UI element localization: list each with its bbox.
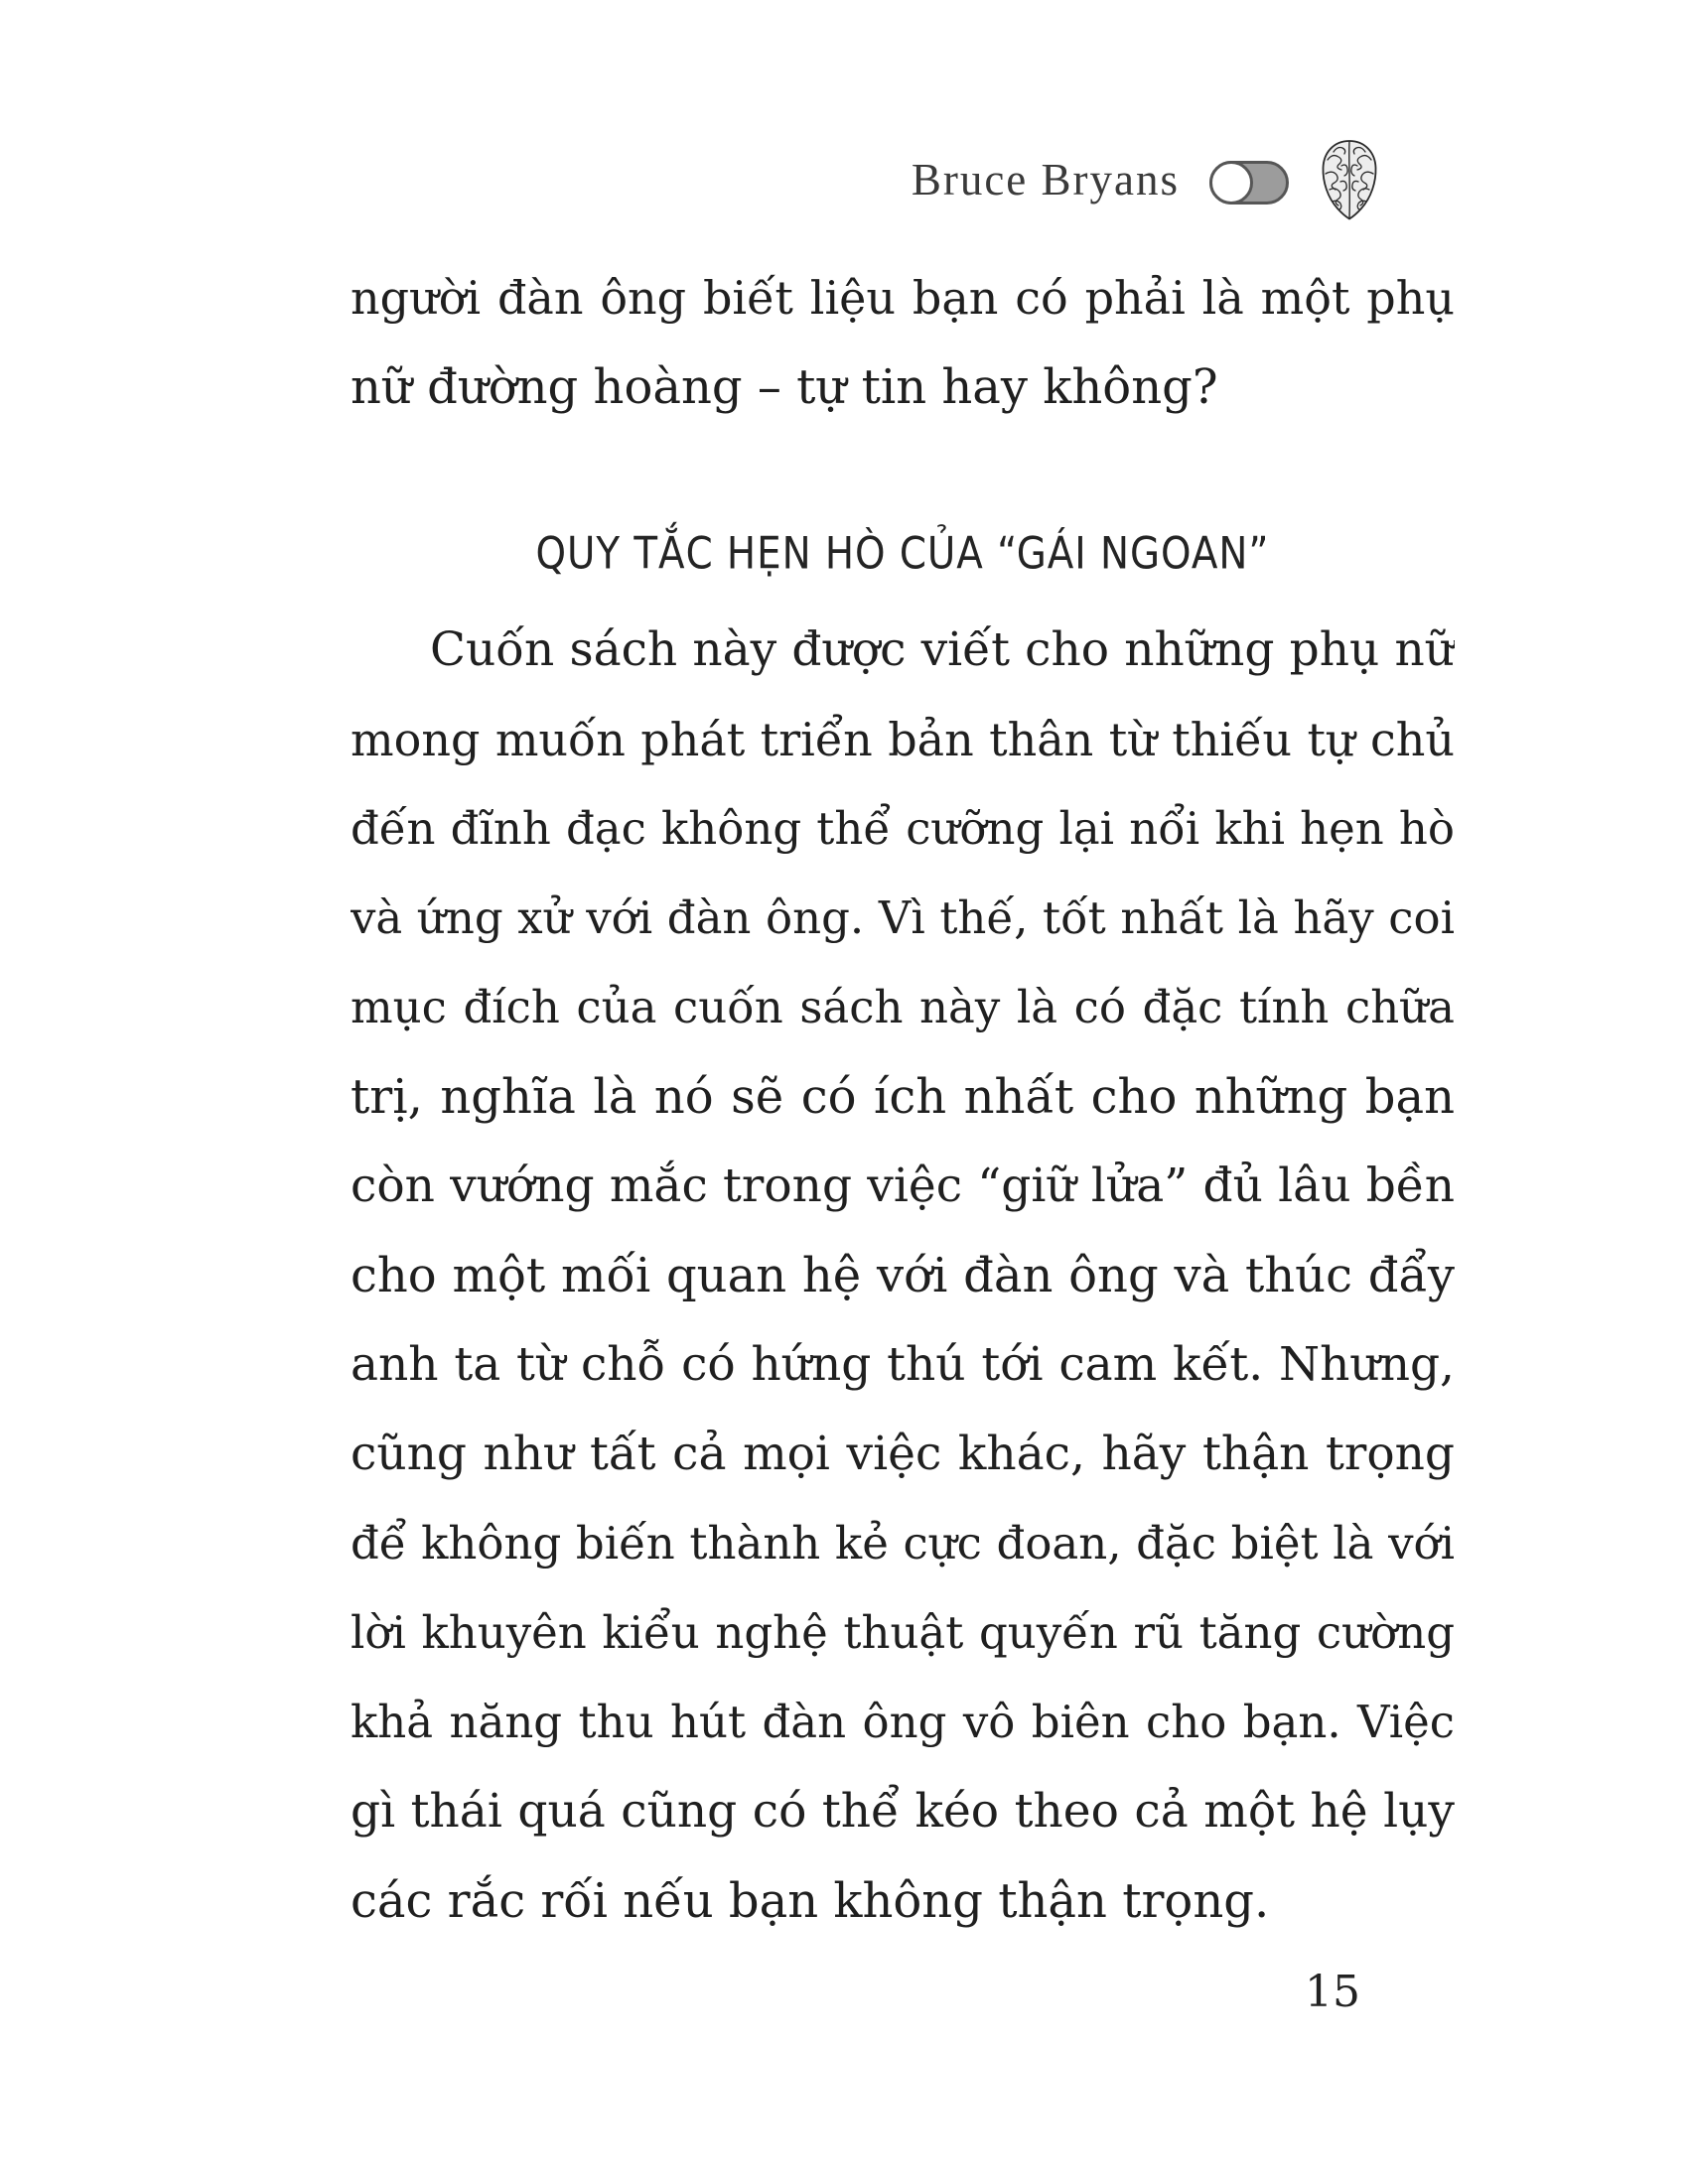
body-line: cho một mối quan hệ với đàn ông và thúc đẩy xyxy=(351,1248,1455,1303)
body-line: khả năng thu hút đàn ông vô biên cho bạn. Việc xyxy=(351,1696,1455,1748)
brain-icon xyxy=(1319,138,1380,221)
body-line: người đàn ông biết liệu bạn có phải là một phụ xyxy=(351,271,1455,325)
body-line: mong muốn phát triển bản thân từ thiếu tự chủ xyxy=(351,713,1455,766)
page-number: 15 xyxy=(1305,1967,1360,2017)
author-name: Bruce Bryans xyxy=(911,154,1180,205)
body-line: nữ đường hoàng – tự tin hay không? xyxy=(351,359,1218,415)
body-line: đến đĩnh đạc không thể cưỡng lại nổi khi hẹn hò xyxy=(351,802,1455,855)
body-line: cũng như tất cả mọi việc khác, hãy thận trọng xyxy=(351,1427,1455,1481)
toggle-knob xyxy=(1209,161,1253,205)
toggle-switch-icon xyxy=(1209,161,1289,205)
body-line: và ứng xử với đàn ông. Vì thế, tốt nhất là hãy coi xyxy=(351,891,1455,944)
main-paragraph xyxy=(351,606,1455,1946)
body-line: gì thái quá cũng có thể kéo theo cả một hệ lụy xyxy=(351,1784,1455,1839)
body-line: mục đích của cuốn sách này là có đặc tính chữa xyxy=(351,981,1455,1033)
body-line: Cuốn sách này được viết cho những phụ nữ xyxy=(430,622,1455,677)
body-line: còn vướng mắc trong việc “giữ lửa” đủ lâu bền xyxy=(351,1159,1455,1213)
intro-paragraph xyxy=(351,253,1455,432)
body-line: các rắc rối nếu bạn không thận trọng. xyxy=(351,1873,1270,1929)
body-line: anh ta từ chỗ có hứng thú tới cam kết. Nhưng, xyxy=(351,1337,1455,1392)
body-line: lời khuyên kiểu nghệ thuật quyến rũ tăng cường xyxy=(351,1606,1455,1659)
page-header xyxy=(912,138,1380,221)
section-heading: QUY TẮC HẸN HÒ CỦA “GÁI NGOAN” xyxy=(535,528,1270,580)
body-line: trị, nghĩa là nó sẽ có ích nhất cho những bạn xyxy=(351,1069,1455,1125)
body-line: để không biến thành kẻ cực đoan, đặc biệt là với xyxy=(351,1517,1455,1570)
